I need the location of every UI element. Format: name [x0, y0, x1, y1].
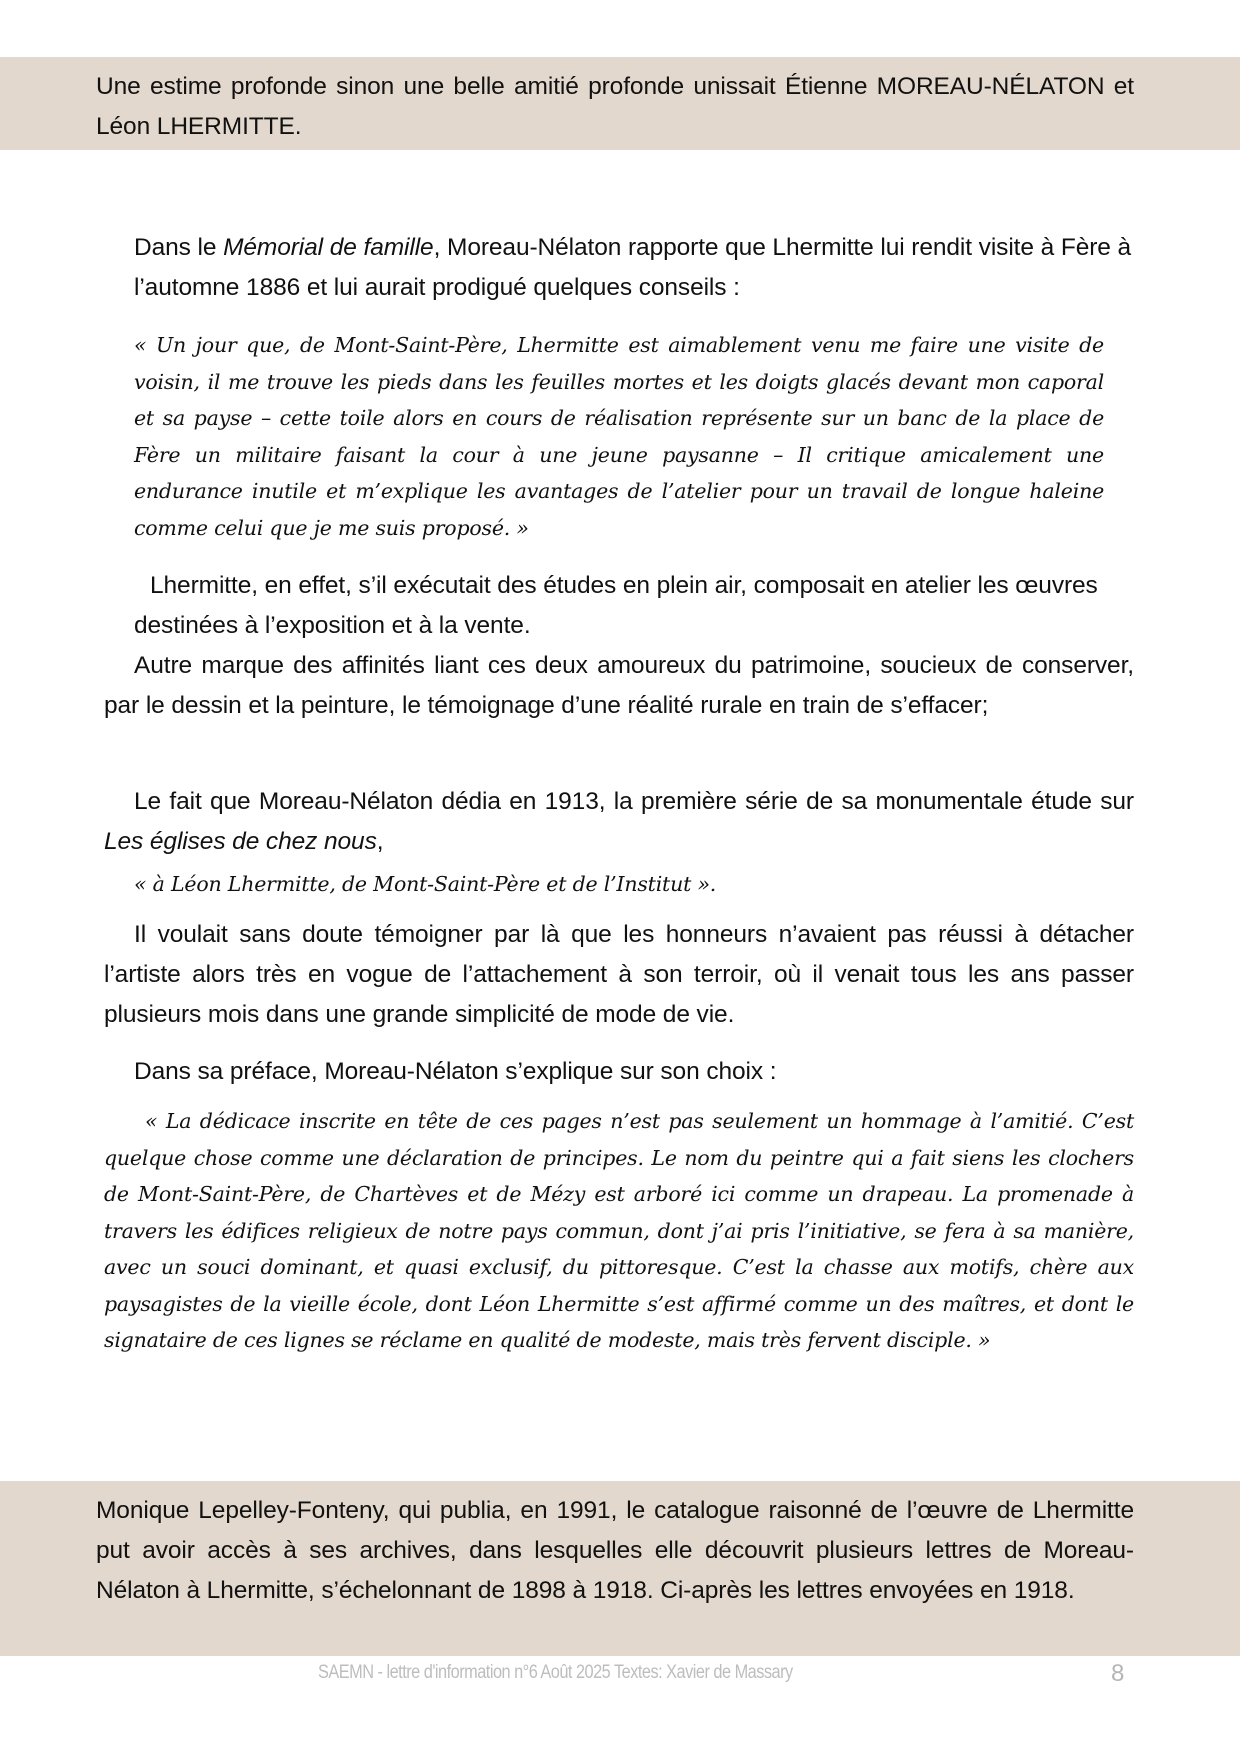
effet-paragraph: Lhermitte, en effet, s’il exécutait des études en plein air, composait en atelier les œuvres destinées à l’exposition et à la vente. [134, 572, 1098, 639]
quote-dedication-long: « La dédicace inscrite en tête de ces pages n’est pas seulement un hommage à l’amitié. C’est quelque chose comme une déclaration de principes. Le nom du peintre qui a fait siens les clochers de Mont-Saint-Père, de Chartèves et de Mézy est arboré ici comme un drapeau. La promenade à travers les édifices religieux de notre pays commun, dont j’ai pris l’initiative, se fera à sa manière, avec un souci dominant, et quasi exclusif, du pittoresque. C’est la chasse aux motifs, chère aux paysagistes de la vieille école, dont Léon Lhermitte s’est affirmé comme un des maîtres, et dont le signataire de ces lignes se réclame en qualité de modeste, mais très fervent disciple. » [104, 1109, 1134, 1352]
page-footer [0, 1660, 1240, 1690]
dedication-text-end: , [376, 828, 384, 855]
intro-highlight-band [0, 57, 1240, 150]
memorial-text-end: , Moreau-Nélaton rapporte que Lhermitte lui rendit visite à Fère à l’automne 1886 et lui aurait prodigué quelques conseils : [134, 234, 1132, 301]
preface-paragraph: Dans sa préface, Moreau-Nélaton s’explique sur son choix : [134, 1058, 777, 1085]
eglises-book-title: Les églises de chez nous [104, 828, 377, 855]
footer-credits: SAEMN - lettre d'information n°6 Août 2025 Textes: Xavier de Massary [318, 1662, 793, 1683]
quote-voisin: « Un jour que, de Mont-Saint-Père, Lhermitte est aimablement venu me faire une visite de voisin, il me trouve les pieds dans les feuilles mortes et les doigts glacés devant mon caporal et sa payse – cette toile alors en cours de réalisation représente sur un banc de la place de Fère un militaire faisant la cour à une jeune paysanne – Il critique amicalement une endurance inutile et m’explique les avantages de l’atelier pour un travail de longue haleine comme celui que je me suis proposé. » [134, 333, 1104, 540]
intro-text: Une estime profonde sinon une belle amitié profonde unissait Étienne MOREAU-NÉLATON et Léon LHERMITTE. [96, 73, 1134, 140]
quote-dedication-short: « à Léon Lhermitte, de Mont-Saint-Père et de l’Institut ». [134, 872, 717, 896]
voulait-paragraph: Il voulait sans doute témoigner par là que les honneurs n’avaient pas réussi à détacher l’artiste alors très en vogue de l’attachement à son terroir, où il venait tous les ans passer plusieurs mois dans une grande simplicité de mode de vie. [104, 921, 1134, 1028]
letters-highlight-band [0, 1481, 1240, 1656]
autre-marque-paragraph: Autre marque des affinités liant ces deux amoureux du patrimoine, soucieux de conserver, par le dessin et la peinture, le témoignage d’une réalité rurale en train de s’effacer; [104, 652, 1134, 719]
page-number: 8 [1111, 1660, 1125, 1687]
memorial-paragraph [134, 228, 1134, 308]
memorial-text-start: Dans le [134, 234, 224, 261]
letters-intro-text: Monique Lepelley-Fonteny, qui publia, en 1991, le catalogue raisonné de l’œuvre de Lhermitte put avoir accès à ses archives, dans lesquelles elle découvrit plusieurs lettres de Moreau-Nélaton à Lhermitte, s’échelonnant de 1898 à 1918. Ci-après les lettres envoyées en 1918. [96, 1497, 1134, 1604]
dedication-paragraph [104, 782, 1134, 862]
dedication-text-start: Le fait que Moreau-Nélaton dédia en 1913, la première série de sa monumentale étude sur [134, 788, 1134, 815]
memorial-book-title: Mémorial de famille [223, 234, 434, 261]
